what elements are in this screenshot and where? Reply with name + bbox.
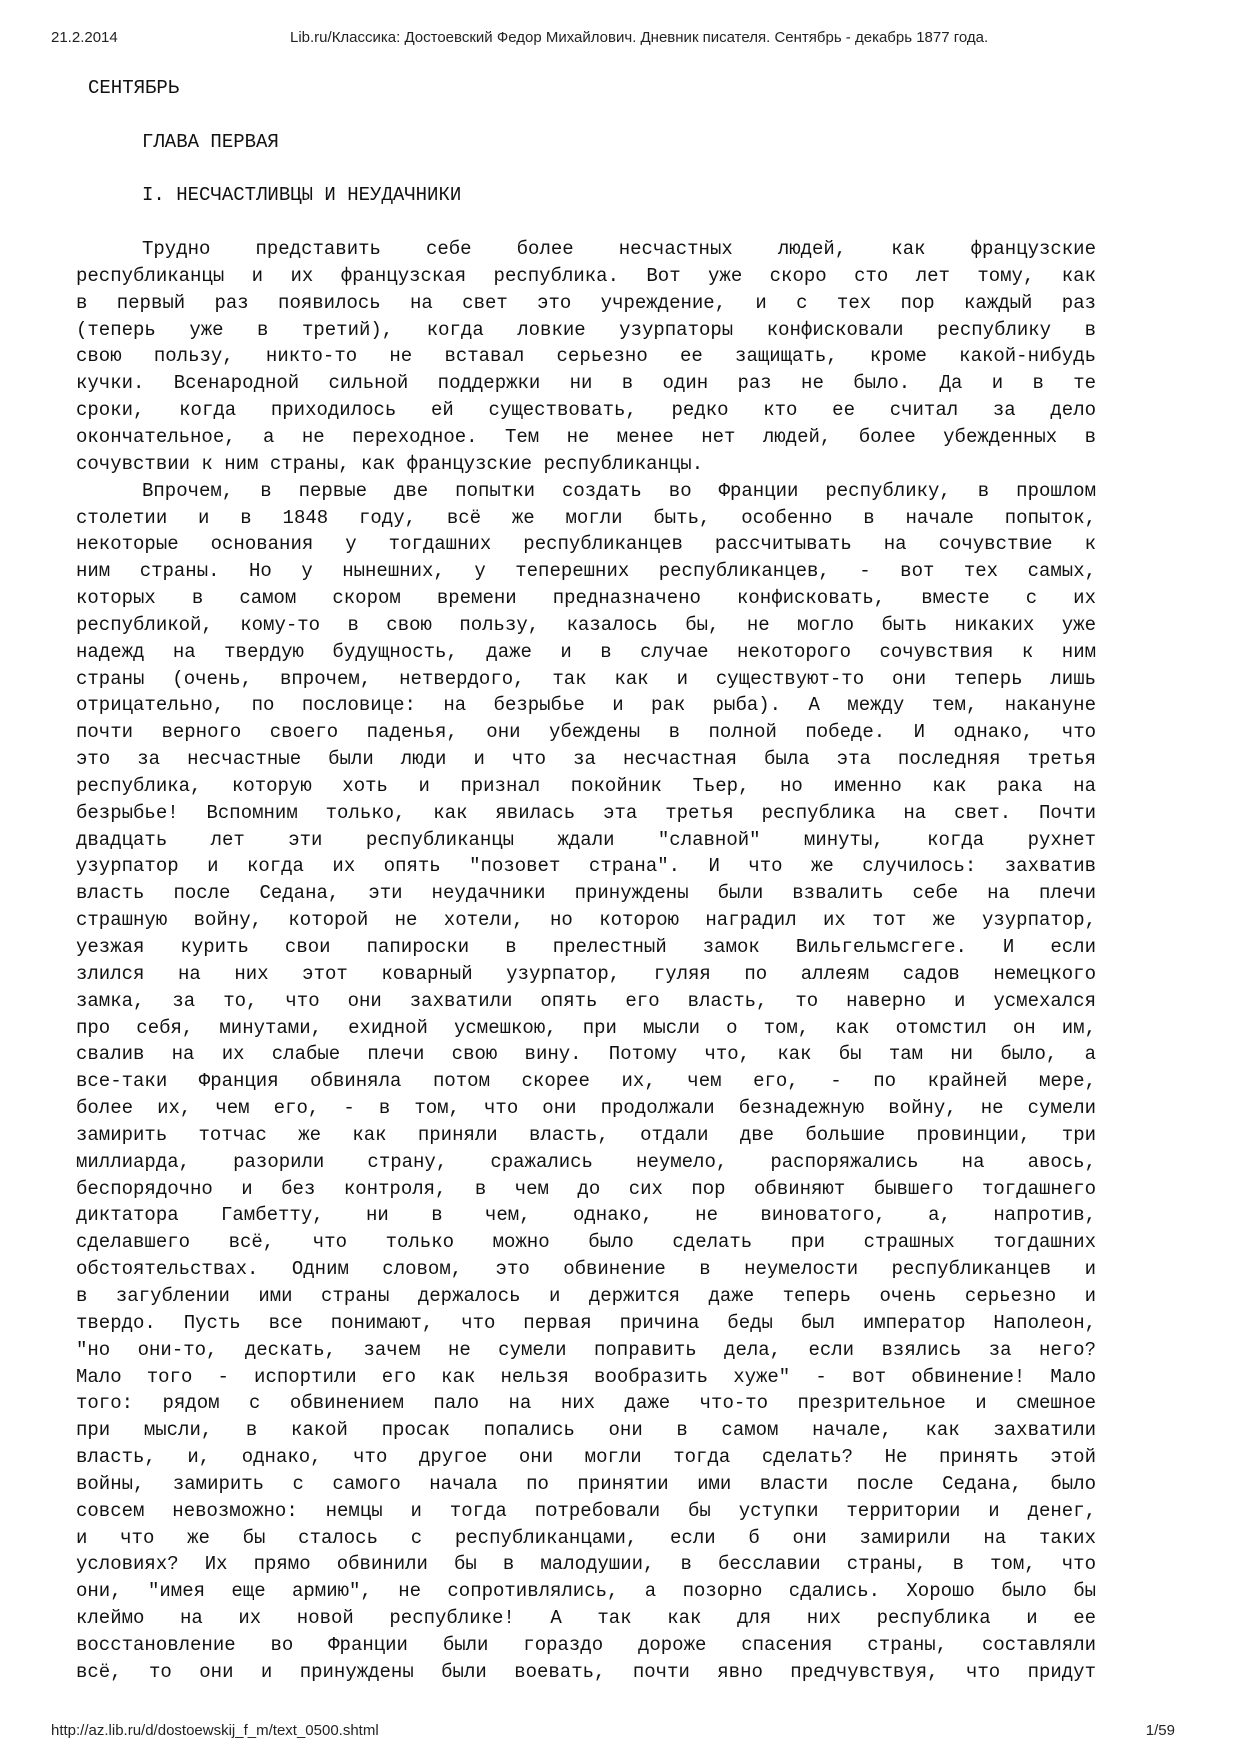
article-title: I. НЕСЧАСТЛИВЦЫ И НЕУДАЧНИКИ [142, 184, 462, 207]
text-line: республикой, кому-то в свою пользу, казалось бы, не могло быть никаких уже [76, 613, 1096, 636]
document-body [76, 75, 1096, 1686]
text-line: совсем невозможно: немцы и тогда потребовали бы уступки территории и денег, [76, 1499, 1096, 1522]
text-line: Впрочем, в первые две попытки создать во Франции республику, в прошлом [142, 479, 1096, 502]
text-line: свалив на их слабые плечи свою вину. Потому что, как бы там ни было, а [76, 1043, 1096, 1066]
text-line: замирить тотчас же как приняли власть, отдали две большие провинции, три [76, 1123, 1096, 1146]
text-line: всё, то они и принуждены были воевать, почти явно предчувствуя, что придут [76, 1660, 1096, 1683]
text-line: про себя, минутами, ехидной усмешкою, при мысли о том, как отомстил он им, [76, 1016, 1096, 1039]
text-line: Мало того - испортили его как нельзя вообразить хуже" - вот обвинение! Мало [76, 1365, 1096, 1388]
print-date: 21.2.2014 [51, 29, 118, 46]
text-line: страны (очень, впрочем, нетвердого, так как и существуют-то они теперь лишь [76, 667, 1096, 690]
text-line: обстоятельствах. Одним словом, это обвинение в неумелости республиканцев и [76, 1258, 1096, 1281]
text-line: почти верного своего паденья, они убеждены в полной победе. И однако, что [76, 721, 1096, 744]
text-line: сделавшего всё, что только можно было сделать при страшных тогдашних [76, 1231, 1096, 1254]
print-page-title: Lib.ru/Классика: Достоевский Федор Михайлович. Дневник писателя. Сентябрь - декабрь 1877 года. [290, 29, 989, 46]
text-line: кучки. Всенародной сильной поддержки ни в один раз не было. Да и в те [76, 372, 1096, 395]
text-line: они, "имея еще армию", не сопротивлялись, а позорно сдались. Хорошо было бы [76, 1580, 1096, 1603]
text-line: условиях? Их прямо обвинили бы в малодушии, в бесславии страны, в том, что [76, 1553, 1096, 1576]
text-line: это за несчастные были люди и что за несчастная была эта последняя третья [76, 748, 1096, 771]
text-line: свою пользу, никто-то не вставал серьезно ее защищать, кроме какой-нибудь [76, 345, 1096, 368]
text-line: того: рядом с обвинением пало на них даже что-то презрительное и смешное [76, 1392, 1096, 1415]
text-line: безрыбье! Вспомним только, как явилась эта третья республика на свет. Почти [76, 801, 1096, 824]
text-line: узурпатор и когда их опять "позовет страна". И что же случилось: захватив [76, 855, 1096, 878]
text-line: и что же бы сталось с республиканцами, если б они замирили на таких [76, 1526, 1096, 1549]
text-line: окончательное, а не переходное. Тем не менее нет людей, более убежденных в [76, 425, 1096, 448]
text-line: (теперь уже в третий), когда ловкие узурпаторы конфисковали республику в [76, 318, 1096, 341]
text-line: сочувствии к ним страны, как французские республиканцы. [76, 452, 704, 475]
text-line: столетии и в 1848 году, всё же могли быть, особенно в начале попыток, [76, 506, 1096, 529]
text-line: восстановление во Франции были гораздо дороже спасения страны, составляли [76, 1633, 1096, 1656]
text-line: республиканцы и их французская республика. Вот уже скоро сто лет тому, как [76, 264, 1096, 287]
text-line: сроки, когда приходилось ей существовать, редко кто ее считал за дело [76, 399, 1096, 422]
text-line: все-таки Франция обвиняла потом скорее их, чем его, - по крайней мере, [76, 1070, 1096, 1093]
text-line: власть, и, однако, что другое они могли тогда сделать? Не принять этой [76, 1446, 1096, 1469]
section-heading: СЕНТЯБРЬ [88, 77, 180, 99]
text-line: страшную войну, которой не хотели, но которою наградил их тот же узурпатор, [76, 909, 1096, 932]
text-line: республика, которую хоть и признал покойник Тьер, но именно как рака на [76, 774, 1096, 797]
text-line: в загублении ими страны держалось и держится даже теперь очень серьезно и [76, 1284, 1096, 1307]
print-url: http://az.lib.ru/d/dostoewskij_f_m/text_0500.shtml [51, 1722, 379, 1739]
text-line: "но они-то, дескать, зачем не сумели поправить дела, если взялись за него? [76, 1338, 1096, 1361]
text-line: замка, за то, что они захватили опять его власть, то наверно и усмехался [76, 989, 1096, 1012]
text-line: отрицательно, по пословице: на безрыбье и рак рыба). А между тем, накануне [76, 694, 1096, 717]
text-line: уезжая курить свои папироски в прелестный замок Вильгельмсгеге. И если [76, 936, 1096, 958]
text-line: двадцать лет эти республиканцы ждали "славной" минуты, когда рухнет [76, 828, 1096, 851]
text-line: злился на них этот коварный узурпатор, гуляя по аллеям садов немецкого [76, 962, 1096, 985]
chapter-heading: ГЛАВА ПЕРВАЯ [142, 130, 279, 153]
text-line: миллиарда, разорили страну, сражались неумело, распоряжались на авось, [76, 1150, 1096, 1173]
text-line: беспорядочно и без контроля, в чем до сих пор обвиняют бывшего тогдашнего [76, 1177, 1096, 1200]
text-line: надежд на твердую будущность, даже и в случае некоторого сочувствия к ним [76, 640, 1096, 663]
text-line: войны, замирить с самого начала по принятии ими власти после Седана, было [76, 1472, 1096, 1495]
text-line: Трудно представить себе более несчастных людей, как французские [142, 238, 1096, 261]
text-line: более их, чем его, - в том, что они продолжали безнадежную войну, не сумели [76, 1097, 1096, 1120]
text-line: при мысли, в какой просак попались они в самом начале, как захватили [76, 1419, 1096, 1442]
text-line: в первый раз появилось на свет это учреждение, и с тех пор каждый раз [76, 291, 1096, 314]
text-line: диктатора Гамбетту, ни в чем, однако, не виноватого, а, напротив, [76, 1204, 1096, 1227]
text-line: некоторые основания у тогдашних республиканцев рассчитывать на сочувствие к [76, 533, 1096, 556]
text-line: власть после Седана, эти неудачники принуждены были взвалить себе на плечи [76, 882, 1096, 905]
print-page-number: 1/59 [1145, 1722, 1175, 1739]
text-line: клеймо на их новой республике! А так как для них республика и ее [76, 1607, 1096, 1630]
text-line: ним страны. Но у нынешних, у теперешних республиканцев, - вот тех самых, [76, 560, 1096, 583]
article-text [76, 236, 1096, 1686]
text-line: которых в самом скором времени предназначено конфисковать, вместе с их [76, 587, 1096, 610]
text-line: твердо. Пусть все понимают, что первая причина беды был император Наполеон, [76, 1311, 1096, 1334]
